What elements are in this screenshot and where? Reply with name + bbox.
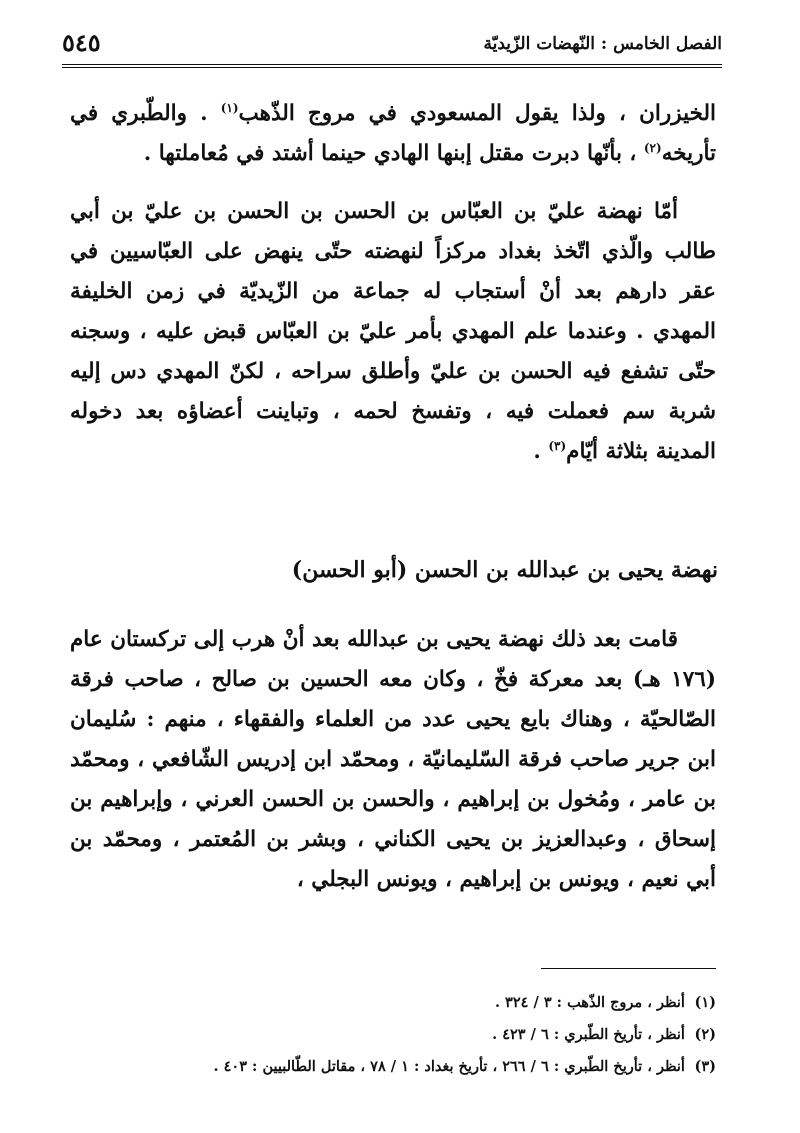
footnotes bbox=[150, 987, 716, 1083]
footnote-text: أنظر ، مروج الذّهب : ٣ / ٣٢٤ . bbox=[494, 994, 685, 1011]
paragraph-2 bbox=[70, 192, 716, 472]
paragraph-3-text: قامت بعد ذلك نهضة يحيى بن عبدالله بعد أنْ هرب إلى تركستان عام (١٧٦ هـ) بعد معركة فخّ ، وكان معه الحسين بن صالح ، صاحب فرقة الصّالحيّة ، وهناك بايع يحيى عدد من العلماء والفقهاء ، منهم : سُليمان ابن جرير صاحب فرقة السّليمانيّة ، ومحمّد ابن إدريس الشّافعي ، ومحمّد بن عامر ، ومُخول بن إبراهيم ، والحسن بن الحسن العرني ، وإبراهيم بن إسحاق ، وعبدالعزيز بن يحيى الكناني ، وبشر بن المُعتمر ، ومحمّد بن أبي نعيم ، ويونس بن إبراهيم ، ويونس البجلي ، bbox=[70, 627, 716, 892]
footnote-ref-2[interactable]: (٢) bbox=[643, 140, 662, 155]
footnote-ref-3[interactable]: (٣) bbox=[548, 438, 567, 453]
footnote-separator bbox=[541, 968, 716, 969]
paragraph-1 bbox=[70, 94, 716, 174]
paragraph-3 bbox=[70, 620, 716, 900]
footnote-3 bbox=[150, 1051, 716, 1083]
section-title: نهضة يحيى بن عبدالله بن الحسن (أبو الحسن) bbox=[291, 557, 718, 583]
footnote-number: (١) bbox=[694, 994, 716, 1011]
paragraph-2-text-a: أمّا نهضة عليّ بن العبّاس بن الحسن بن الحسن بن عليّ بن أبي طالب والّذي اتّخذ بغداد مركزاً لنهضته حتّى ينهض على العبّاسيين في عقر دارهم بعد أنْ أستجاب له جماعة من الزّيديّة في زمن الخليفة المهدي . وعندما علم المهدي بأمر عليّ بن العبّاس قبض عليه ، وسجنه حتّى تشفع فيه الحسن بن عليّ وأطلق سراحه ، لكنّ المهدي دس إليه شربة سم فعملت فيه ، وتفسخ لحمه ، وتباينت أعضاؤه بعد دخوله المدينة بثلاثة أيّام bbox=[70, 199, 716, 464]
footnote-text: أنظر ، تأريخ الطّبري : ٦ / ٤٢٣ . bbox=[492, 1026, 685, 1043]
paragraph-1-text-b: . والطّبري في تأريخه bbox=[70, 101, 716, 166]
footnote-text: أنظر ، تأريخ الطّبري : ٦ / ٢٦٦ ، تأريخ بغداد : ١ / ٧٨ ، مقاتل الطّالبيين : ٤٠٣ . bbox=[213, 1058, 685, 1075]
footnote-ref-1[interactable]: (١) bbox=[220, 100, 239, 115]
footnote-1 bbox=[150, 987, 716, 1019]
header-rule bbox=[62, 64, 722, 68]
footnote-number: (٢) bbox=[694, 1026, 716, 1043]
page-number: ٥٤٥ bbox=[62, 28, 101, 57]
paragraph-2-text-b: . bbox=[533, 439, 549, 464]
chapter-title: الفصل الخامس : النّهضات الزّيديّة bbox=[483, 34, 722, 54]
footnote-2 bbox=[150, 1019, 716, 1051]
page-header bbox=[62, 28, 722, 68]
paragraph-1-text-c: ، بأنّها دبرت مقتل إبنها الهادي حينما أشتد في مُعاملتها . bbox=[143, 141, 644, 166]
paragraph-1-text-a: الخيزران ، ولذا يقول المسعودي في مروج الذّهب bbox=[238, 101, 716, 126]
footnote-number: (٣) bbox=[694, 1058, 716, 1075]
